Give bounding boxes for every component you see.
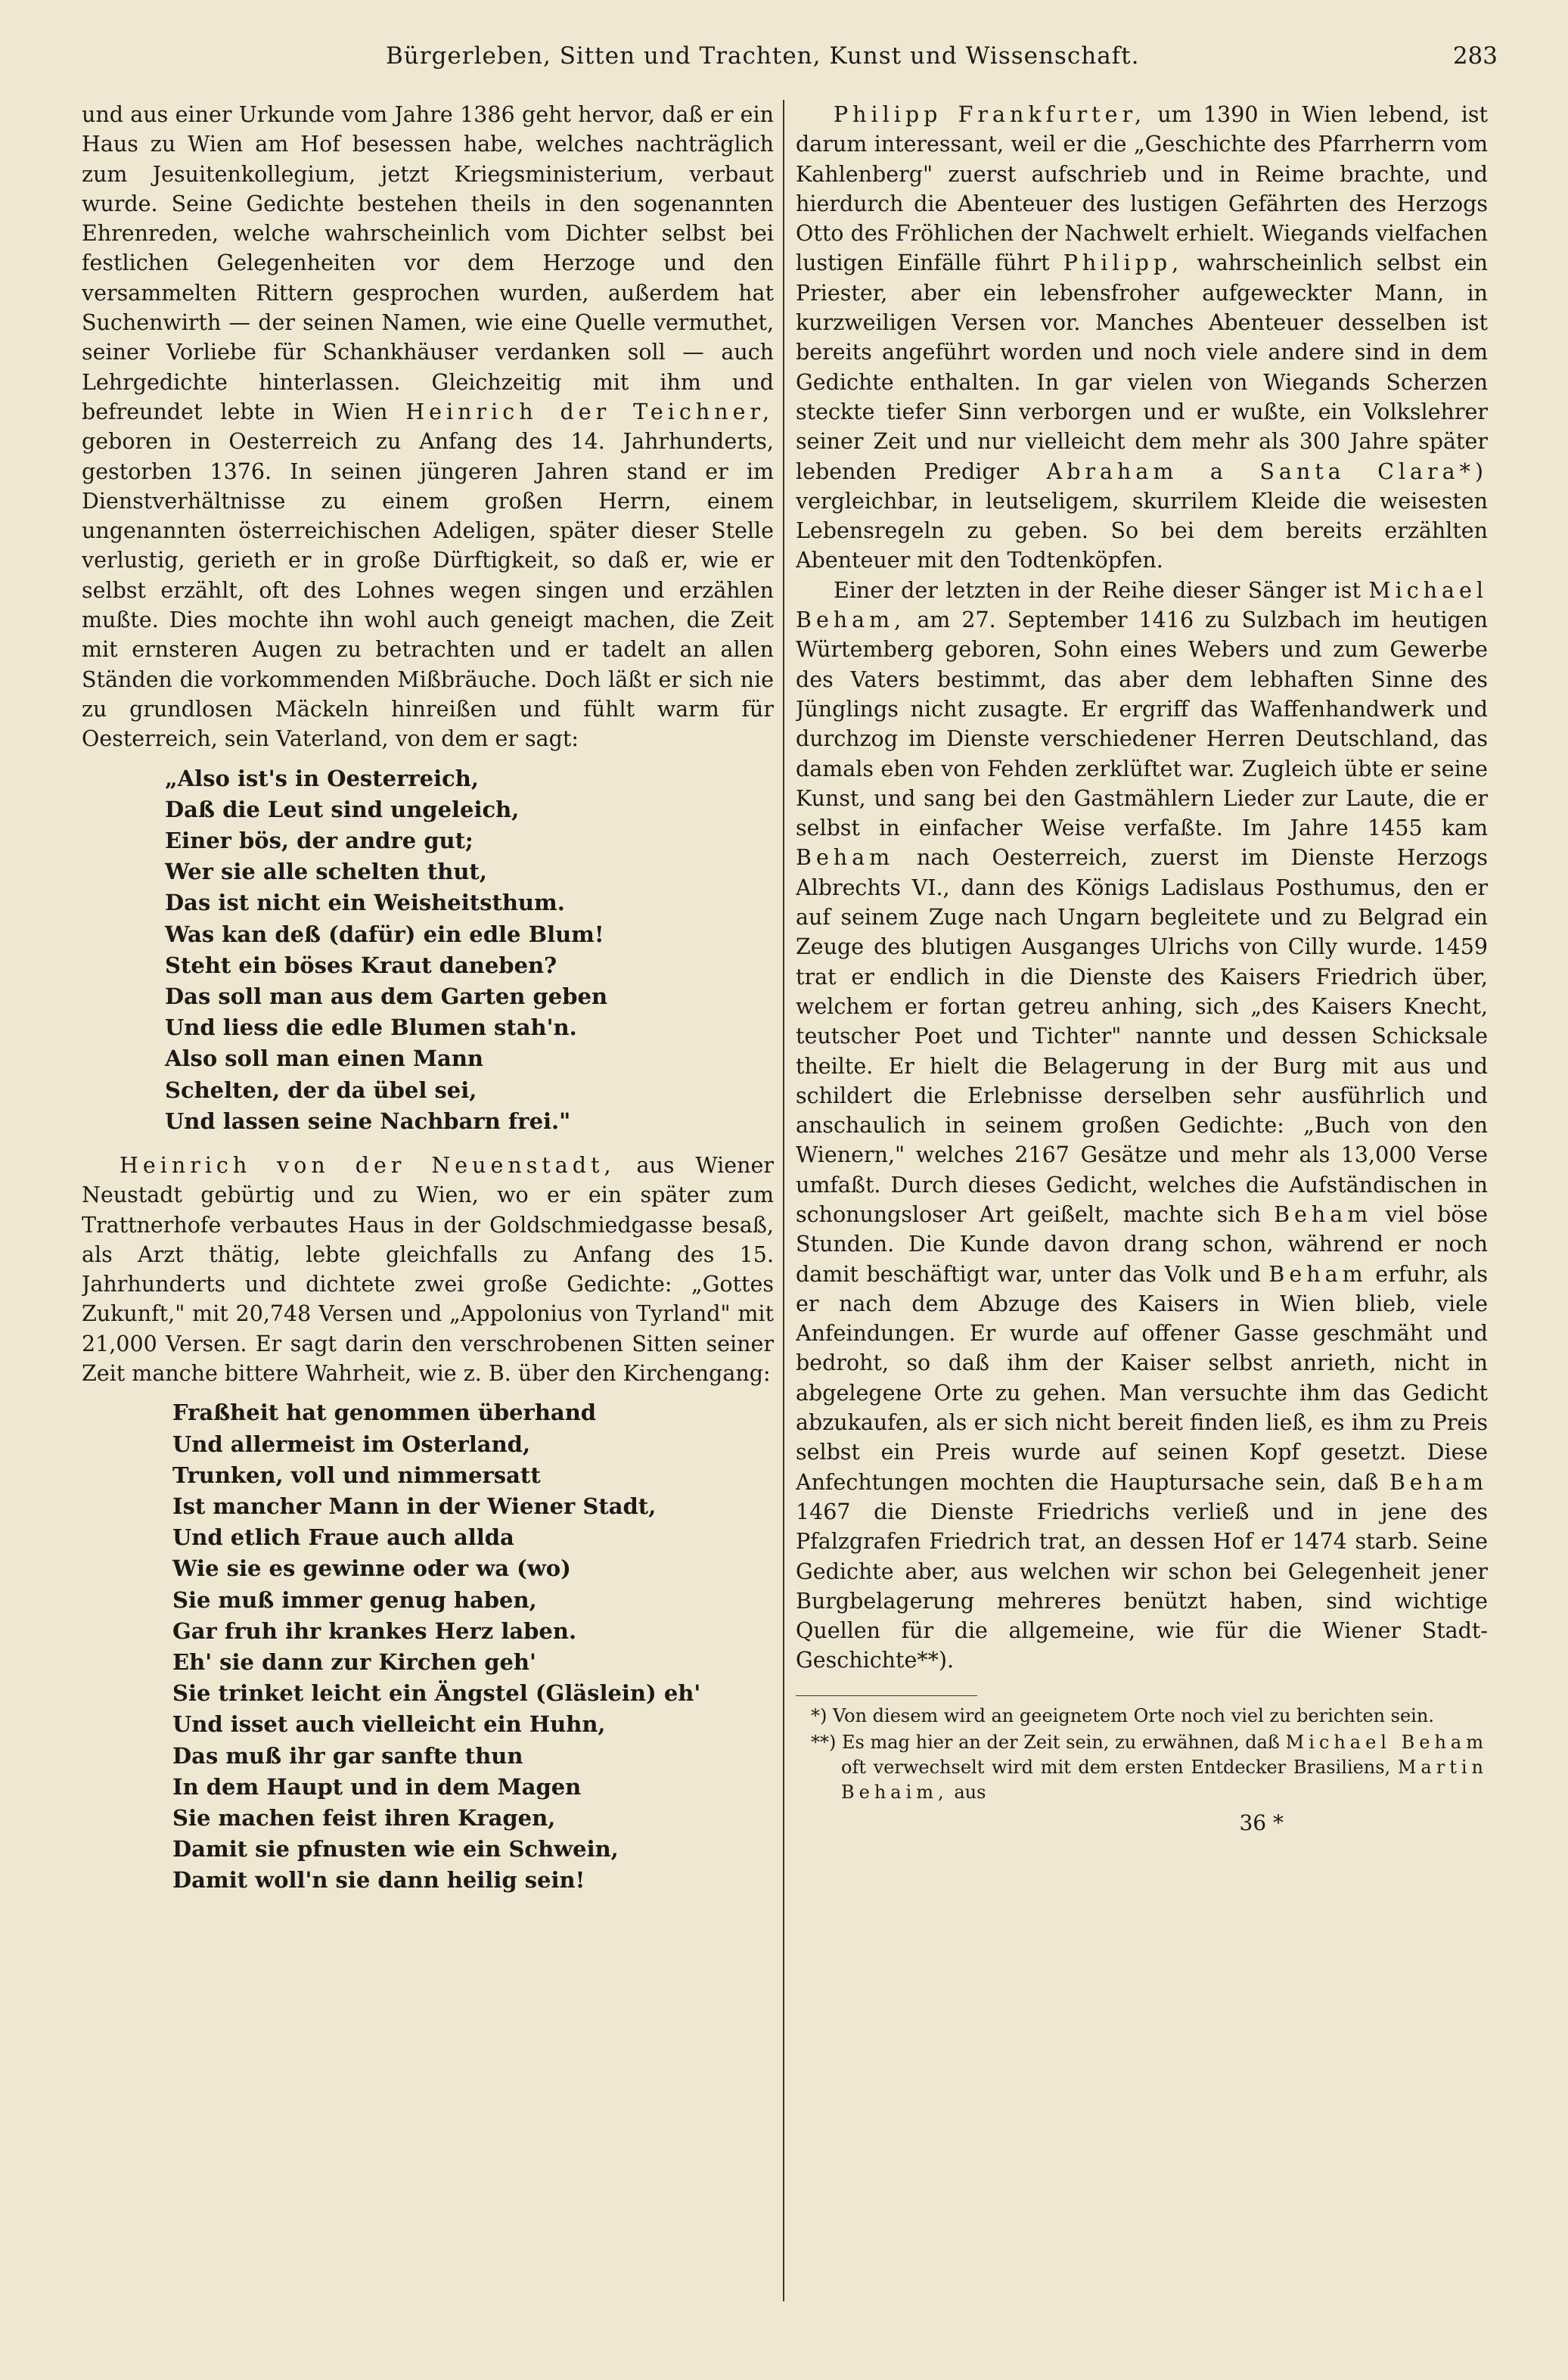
paragraph-text: Einer der letzten in der Reihe dieser Sänger ist <box>834 577 1361 603</box>
verse-line: Ist mancher Mann in der Wiener Stadt, <box>172 1493 657 1519</box>
verse-line: Was kan deß (dafür) ein edle Blum! <box>165 921 604 947</box>
verse-line: Wie sie es gewinne oder wa (wo) <box>172 1555 571 1582</box>
verse-line: Wer sie alle schelten thut, <box>165 859 487 885</box>
paragraph-text: am 27. September 1416 zu Sulzbach im heutigen Würtemberg geboren, Sohn eines Webers und zum Gewerbe des Vaters bestimmt, das aber dem lebhaften Sinne des Jünglings nicht zusagte. Er ergriff das Waffenhandwerk und durchzog im Dienste verschiedener Herren Deutschland, das damals eben von Fehden zerklüftet war. Zugleich übte er seine Kunst, und sang bei den Gastmählern Lieder zur Laute, die er selbst in einfacher Weise verfaßte. Im Jahre 1455 kam <box>796 607 1488 841</box>
verse-line: Sie trinket leicht ein Ängstel (Gläslein) eh' <box>172 1680 701 1707</box>
paragraph-text: 1467 die Dienste Friedrichs verließ und in jene des Pfalzgrafen Friedrich trat, an dessen Hof er 1474 starb. Seine Gedichte aber, aus welchen wir schon bei Gelegenheit jener Burgbelagerung mehreres benützt haben, sind wichtige Quellen für die allgemeine, wie für die Wiener Stadt-Geschichte**). <box>796 1499 1488 1673</box>
verse-line: In dem Haupt und in dem Magen <box>172 1773 582 1800</box>
verse-line: „Also ist's in Oesterreich, <box>165 765 479 791</box>
verse-line: Das muß ihr gar sanfte thun <box>172 1742 523 1769</box>
footnote: *) Von diesem wird an geeignetem Orte noch viel zu berichten sein. <box>811 1704 1434 1726</box>
person-name: Philipp, <box>1063 250 1184 276</box>
person-name: Beham <box>796 845 895 871</box>
paragraph-text: vergleichbar, in leutseligem, skurrilem Kleide die weisesten Lebensregeln zu geben. So bei dem bereits erzählten Abenteuer mit den Todtenköpfen. <box>796 488 1488 573</box>
verse-line: Damit woll'n sie dann heilig sein! <box>172 1867 585 1894</box>
paragraph-text: geboren in Oesterreich zu Anfang des 14. Jahrhunderts, gestorben 1376. In seinen jüngeren Jahren stand er im Dienstverhältnisse zu einem großen Herrn, einem ungenannten österreichischen Adeligen, später dieser Stelle verlustig, gerieth er in große Dürftigkeit, so daß er, wie er selbst erzählt, oft des Lohnes wegen singen und erzählen mußte. Dies mochte ihn wohl auch geneigt machen, die Zeit mit ernsteren Augen zu betrachten und er tadelt an allen Ständen die vorkommenden Mißbräuche. Doch läßt er sich nie zu grundlosen Mäckeln hinreißen und fühlt warm für Oesterreich, sein Vaterland, von dem er sagt: <box>82 429 774 752</box>
paragraph-text: nach Oesterreich, zuerst im Dienste Herzogs Albrechts VI., dann des Königs Ladislaus Posthumus, den er auf seinem Zuge nach Ungarn begleitete und zu Belgrad ein Zeuge des blutigen Ausganges Ulrichs von Cilly wurde. 1459 trat er endlich in die Dienste des Kaisers Friedrich über, welchem er fortan getreu anhing, sich „des Kaisers Knecht, teutscher Poet und Tichter" nannte und dessen Schicksale theilte. Er hielt die Belagerung in der Burg mit aus und schildert die Erlebnisse derselben sehr ausführlich und anschaulich in seinem großen Gedichte: „Buch von den Wienern," welches 2167 Gesätze und mehr als 13,000 Verse umfaßt. Durch dieses Gedicht, welches die Aufständischen in schonungsloser Art geißelt, machte sich <box>796 845 1488 1227</box>
footnote-text: aus <box>954 1781 986 1803</box>
person-name: Philipp Frankfurter, <box>834 102 1147 127</box>
verse-line: Und liess die edle Blumen stah'n. <box>165 1014 577 1041</box>
verse-line: Trunken, voll und nimmersatt <box>172 1462 541 1488</box>
paragraph-text: um 1390 in Wien lebend, ist darum interessant, weil er die „Geschichte des Pfarrherrn vom Kahlenberg" zuerst aufschrieb und in Reime brachte, und hierdurch die Abenteuer des lustigen Gefährten des Herzogs Otto des Fröhlichen der Nachwelt erhielt. Wiegands vielfachen lustigen Einfälle führt <box>796 102 1488 276</box>
right-column <box>796 100 1488 2279</box>
person-name: Beham <box>1268 1261 1368 1287</box>
verse-line: Und allermeist im Osterland, <box>172 1431 531 1457</box>
page-header <box>68 36 1498 82</box>
verse-line: Und lassen seine Nachbarn frei." <box>165 1108 571 1134</box>
person-name: Heinrich von der Neuenstadt, <box>120 1152 616 1178</box>
verse-line: Und isset auch vielleicht ein Huhn, <box>172 1711 606 1738</box>
footnotes <box>796 1704 1488 1805</box>
person-name: Abraham a Santa Clara*) <box>1046 458 1488 484</box>
signature-mark: 36 * <box>1239 1810 1284 1835</box>
paragraph-text: wahrscheinlich selbst ein Priester, aber ein lebensfroher aufgeweckter Mann, in kurzweiligen Versen vor. Manches Abenteuer desselben ist bereits angeführt worden und noch viele andere sind in dem Gedichte enthalten. In gar vielen von Wiegands Scherzen steckte tiefer Sinn verborgen und er wußte, ein Volkslehrer seiner Zeit und nur vielleicht dem mehr als 300 Jahre später lebenden Prediger <box>796 250 1488 484</box>
footnote-text: **) Es mag hier an der Zeit sein, zu erwähnen, daß <box>811 1731 1280 1753</box>
verse-line: Schelten, der da übel sei, <box>165 1077 477 1103</box>
verse-kirchengang <box>172 1397 774 1896</box>
person-name: Martin Behaim, <box>841 1756 1488 1803</box>
paragraph-text: und aus einer Urkunde vom Jahre 1386 geht hervor, daß er ein Haus zu Wien am Hof besessen habe, welches nachträglich zum Jesuitenkollegium, jetzt Kriegsministerium, verbaut wurde. Seine Gedichte bestehen theils in den sogenannten Ehrenreden, welche wahrscheinlich vom Dichter selbst bei festlichen Gelegenheiten vor dem Herzoge und den versammelten Rittern gesprochen wurden, außerdem hat Suchenwirth — der seinen Namen, wie eine Quelle vermuthet, seiner Vorliebe für Schankhäuser verdanken soll — auch Lehrgedichte hinterlassen. Gleichzeitig mit ihm und befreundet lebte in Wien <box>82 102 774 424</box>
column-divider <box>783 100 784 2301</box>
paragraph-text: aus Wiener Neustadt gebürtig und zu Wien, wo er ein später zum Trattnerhofe verbautes Haus in der Goldschmiedgasse besaß, als Arzt thätig, lebte gleichfalls zu Anfang des 15. Jahrhunderts und dichtete zwei große Gedichte: „Gottes Zukunft," mit 20,748 Versen und „Appolonius von Tyrland" mit 21,000 Versen. Er sagt darin den verschrobenen Sitten seiner Zeit manche bittere Wahrheit, wie z. B. über den Kirchengang: <box>82 1152 774 1387</box>
footnote <box>796 1730 1488 1805</box>
verse-line: Und etlich Fraue auch allda <box>172 1524 514 1551</box>
person-name: Beham <box>1389 1469 1488 1495</box>
running-head: Bürgerleben, Sitten und Trachten, Kunst und Wissenschaft. <box>386 42 1140 70</box>
verse-line: Eh' sie dann zur Kirchen geh' <box>172 1648 536 1675</box>
verse-line: Das ist nicht ein Weisheitsthum. <box>165 890 565 916</box>
paragraph-text: viel böse Stunden. Die Kunde davon drang schon, während er noch damit beschäftigt war, unter das Volk und <box>796 1201 1488 1287</box>
footnote-separator <box>796 1695 977 1696</box>
verse-line: Einer bös, der andre gut; <box>165 827 474 853</box>
verse-line: Fraßheit hat genommen überhand <box>172 1400 597 1426</box>
verse-line: Sie machen feist ihren Kragen, <box>172 1804 556 1831</box>
person-name: Heinrich der Teichner, <box>405 399 774 424</box>
paragraph-neuenstadt <box>82 1151 774 1388</box>
verse-line: Daß die Leut sind ungeleich, <box>165 796 520 822</box>
footnote-text: oft verwechselt wird mit dem ersten Entdecker Brasiliens, <box>841 1756 1391 1778</box>
verse-line: Gar fruh ihr krankes Herz laben. <box>172 1617 577 1644</box>
person-name: Beham <box>1274 1201 1373 1227</box>
paragraph-text: erfuhr, als er nach dem Abzuge des Kaisers in Wien blieb, viele Anfeindungen. Er wurde auf offener Gasse geschmäht und bedroht, so daß ihm der Kaiser selbst anrieth, nicht in abgelegene Orte zu gehen. Man versuchte ihm das Gedicht abzukaufen, als er sich nicht bereit finden ließ, es ihm zu Preis selbst ein Preis wurde auf seinen Kopf gesetzt. Diese Anfechtungen mochten die Hauptursache sein, daß <box>796 1261 1488 1495</box>
person-name: Michael Beham, <box>796 577 1488 633</box>
verse-line: Damit sie pfnusten wie ein Schwein, <box>172 1836 619 1863</box>
verse-teichner <box>165 763 774 1137</box>
verse-line: Das soll man aus dem Garten geben <box>165 983 608 1009</box>
person-name: Michael Beham <box>1285 1731 1488 1753</box>
verse-line: Also soll man einen Mann <box>165 1046 483 1072</box>
verse-line: Sie muß immer genug haben, <box>172 1586 537 1613</box>
left-column <box>82 100 774 2309</box>
paragraph-suchenwirth-teichner <box>82 100 774 754</box>
paragraph-beham <box>796 576 1488 1676</box>
paragraph-frankfurter <box>796 100 1488 576</box>
verse-line: Steht ein böses Kraut daneben? <box>165 952 557 978</box>
page-number: 283 <box>1452 42 1498 70</box>
